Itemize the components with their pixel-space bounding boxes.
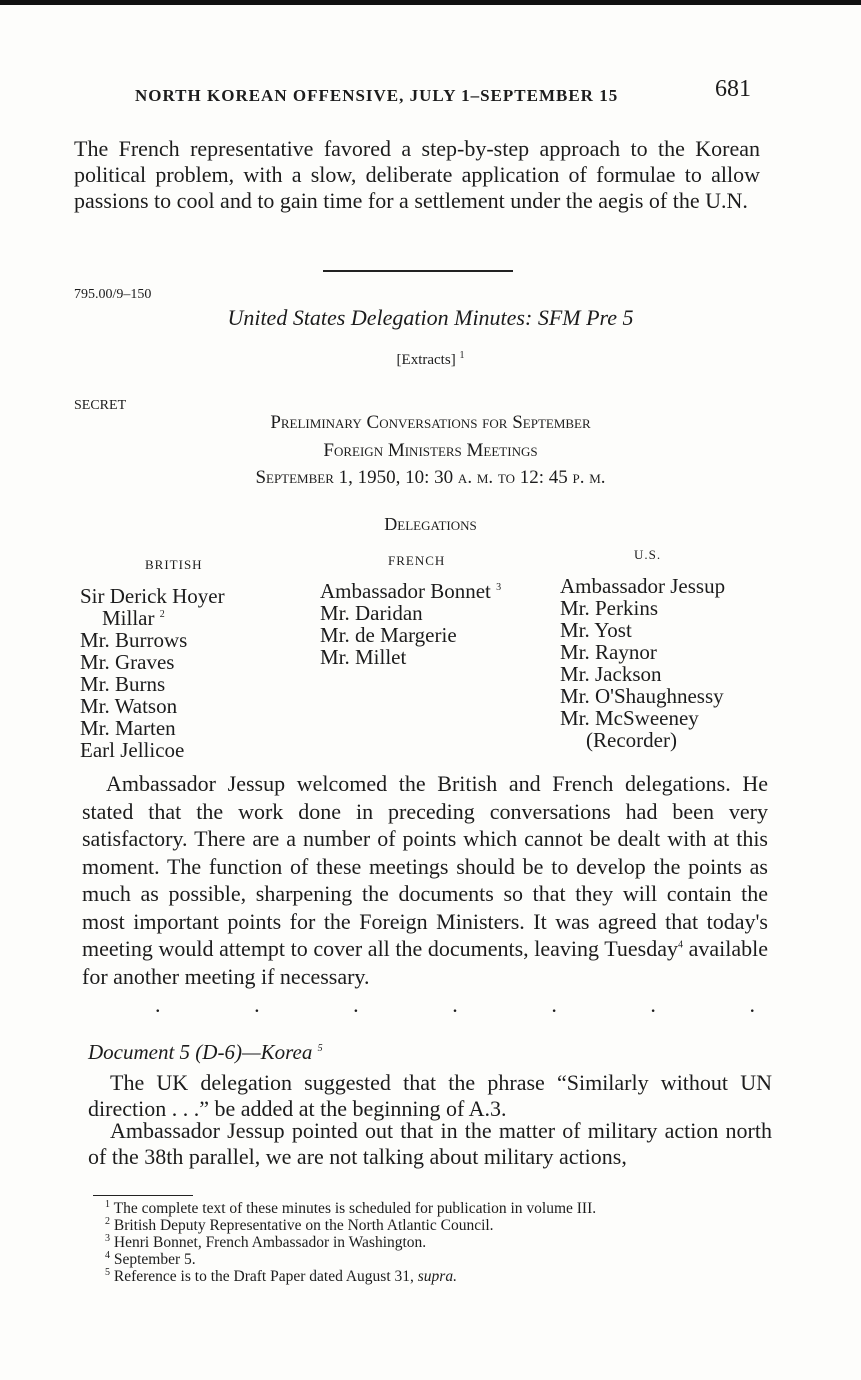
- page-top-edge: [0, 0, 861, 5]
- body-text: Ambassador Jessup welcomed the British and French delegations. He stated that the work done in preceding conversations had been very satisfactory. There are a number of points which cannot be dealt with at this moment. The function of these meetings should be to develop the points as much as possible, sharpening the documents so that they will contain the most important points for the Foreign Ministers. It was agreed that today's meeting would attempt to cover all the documents, leaving Tuesday: [82, 771, 768, 961]
- british-member: Mr. Watson: [80, 694, 178, 718]
- us-member: Mr. Yost: [560, 618, 632, 642]
- page-number: 681: [715, 76, 751, 102]
- us-member: Mr. Jackson: [560, 662, 662, 686]
- french-member-bonnet: Ambassador Bonnet $^3$: [320, 579, 502, 603]
- jessup-paragraph: Ambassador Jessup pointed out that in the matter of military action north of the 38th parallel, we are not talking about military actions,: [88, 1118, 772, 1169]
- footnote-rule: [93, 1195, 193, 1196]
- british-member-millar: Millar $^2$: [102, 606, 165, 630]
- french-member: Mr. Millet: [320, 645, 407, 669]
- us-member-recorder: (Recorder): [586, 728, 677, 752]
- british-member: Mr. Graves: [80, 650, 175, 674]
- ellipsis-dot: .: [452, 992, 458, 1017]
- british-member: Mr. Marten: [80, 716, 176, 740]
- footnote: $^3$ Henri Bonnet, French Ambassador in Washington.: [105, 1232, 427, 1251]
- running-title: NORTH KOREAN OFFENSIVE, JULY 1–SEPTEMBER 15: [135, 86, 619, 105]
- us-header: U.S.: [634, 547, 662, 562]
- us-member: Mr. Perkins: [560, 596, 659, 620]
- footnote: $^2$ British Deputy Representative on the North Atlantic Council.: [105, 1215, 494, 1234]
- ellipsis-dot: .: [749, 992, 755, 1017]
- document-title: United States Delegation Minutes: SFM Pre 5: [227, 305, 634, 330]
- ellipsis-dot: .: [254, 992, 260, 1017]
- us-members: [560, 575, 725, 751]
- footnote-mark-3: 3: [496, 582, 502, 593]
- british-member: Sir Derick Hoyer: [80, 584, 225, 608]
- extracts-text: [Extracts]: [396, 352, 456, 368]
- uk-paragraph: The UK delegation suggested that the phrase “Similarly without UN direction . . .” be added at the beginning of A.3.: [88, 1070, 772, 1121]
- us-member: Mr. McSweeney: [560, 706, 699, 730]
- ellipsis-dot: .: [650, 992, 656, 1017]
- footnote: $^1$ The complete text of these minutes is scheduled for publication in volume III.: [105, 1198, 597, 1217]
- british-member: Mr. Burns: [80, 672, 166, 696]
- british-member: Mr. Burrows: [80, 628, 188, 652]
- footnotes: [105, 1200, 785, 1285]
- file-number: 795.00/9–150: [74, 287, 152, 302]
- french-member: Mr. Daridan: [320, 601, 423, 625]
- us-member: Mr. O'Shaughnessy: [560, 684, 724, 708]
- footnote-mark-5: 5: [317, 1043, 323, 1054]
- heading-line-1: Preliminary Conversations for September: [270, 412, 591, 433]
- delegations-heading: Delegations: [384, 514, 477, 534]
- section-heading: Document 5 (D-6)—Korea $^5$: [88, 1040, 323, 1064]
- intro-paragraph: The French representative favored a step-by-step approach to the Korean political problem, with a slow, deliberate application of formulae to allow passions to cool and to gain time for a settlement under the aegis of the U.N.: [74, 136, 760, 213]
- french-member: Mr. de Margerie: [320, 623, 457, 647]
- footnote: $^5$ Reference is to the Draft Paper dated August 31, supra.: [105, 1266, 457, 1285]
- heading-line-2: Foreign Ministers Meetings: [323, 440, 538, 461]
- body-text-end: available for another meeting if necessary.: [82, 936, 768, 989]
- british-members: [80, 585, 225, 761]
- heading-line-3: September 1, 1950, 10: 30 a. m. to 12: 45 p. m.: [255, 467, 606, 488]
- us-member: Ambassador Jessup: [560, 574, 726, 598]
- british-header: BRITISH: [145, 557, 203, 572]
- british-member: Earl Jellicoe: [80, 738, 185, 762]
- section-divider: [323, 270, 513, 272]
- ellipsis-dot: .: [551, 992, 557, 1017]
- extracts-label: [0, 352, 861, 369]
- classification: SECRET: [74, 398, 127, 413]
- us-member: Mr. Raynor: [560, 640, 657, 664]
- footnote-mark-1: 1: [459, 350, 465, 361]
- french-members: [320, 580, 501, 668]
- footnote-mark-2: 2: [159, 609, 165, 620]
- footnote: $^4$ September 5.: [105, 1249, 196, 1268]
- french-header: FRENCH: [388, 553, 446, 568]
- ellipsis-dots: [155, 992, 755, 1018]
- body-paragraph: [82, 770, 768, 990]
- footnote-mark-4: 4: [678, 939, 683, 951]
- ellipsis-dot: .: [155, 992, 161, 1017]
- ellipsis-dot: .: [353, 992, 359, 1017]
